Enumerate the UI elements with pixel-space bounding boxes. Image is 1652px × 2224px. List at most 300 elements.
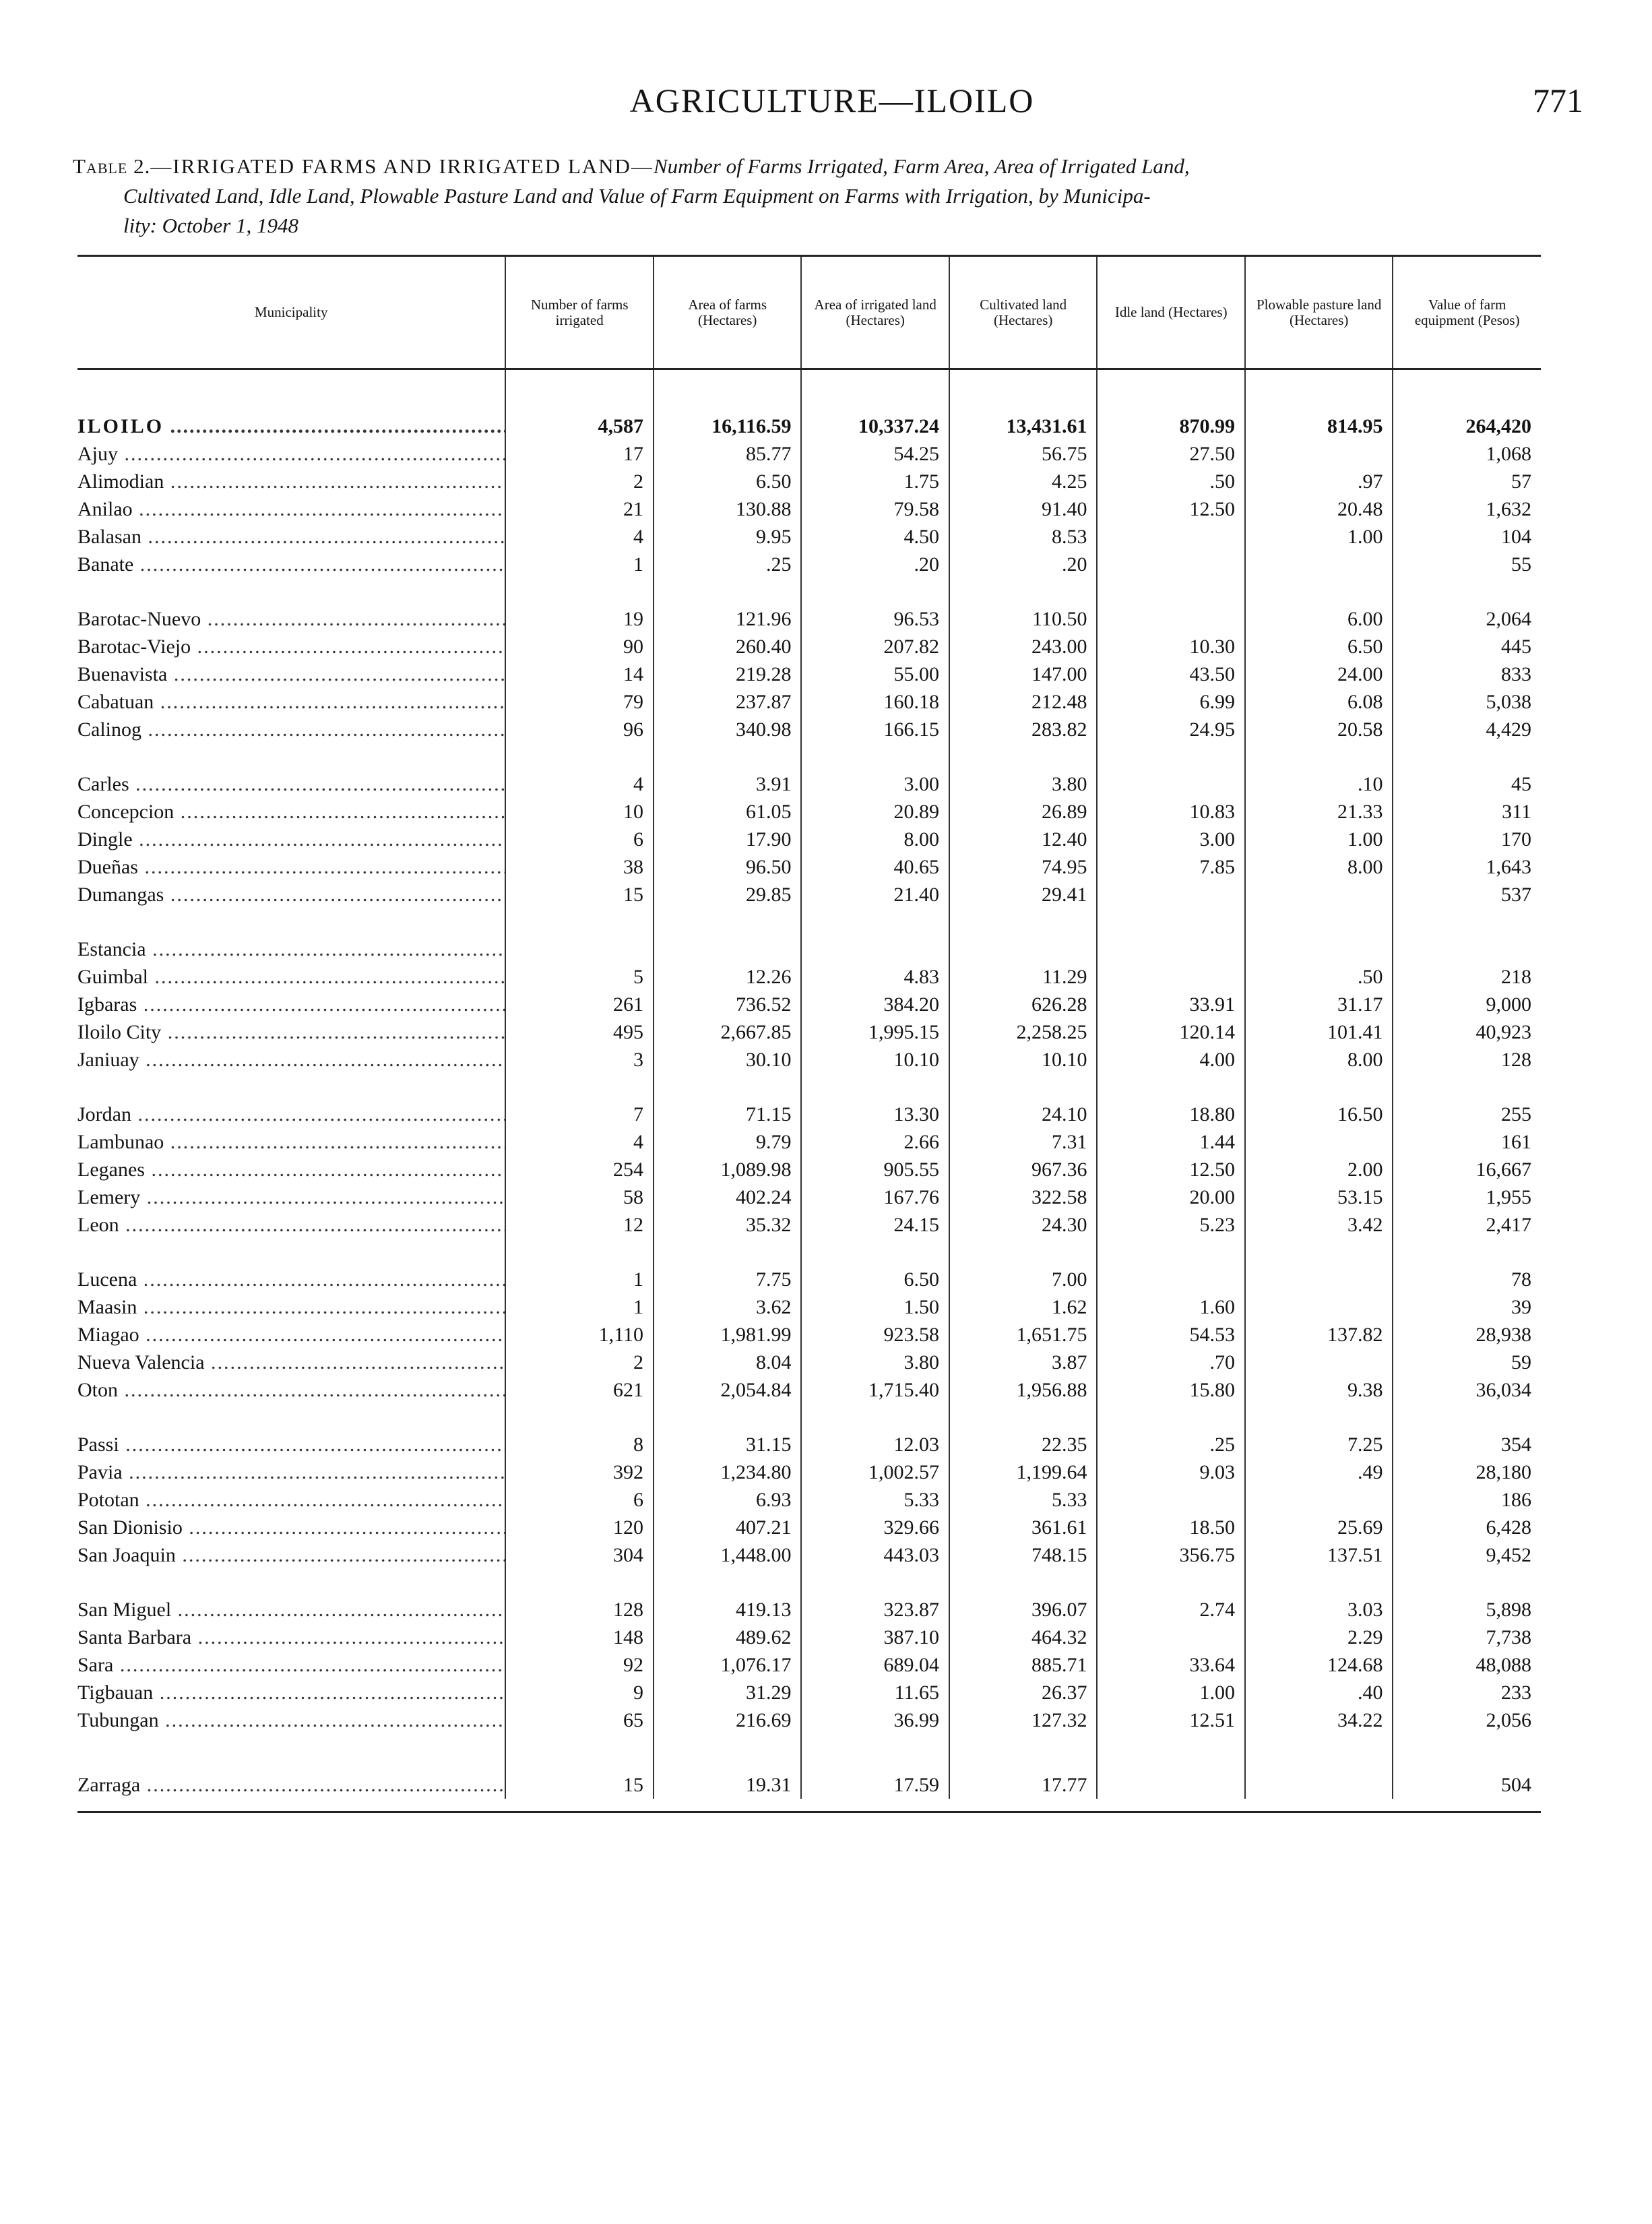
- value-cell: 22.35: [949, 1431, 1098, 1458]
- value-cell: 870.99: [1097, 369, 1245, 441]
- value-cell: 79.58: [801, 495, 949, 523]
- value-cell: 17.90: [654, 826, 802, 853]
- value-cell: 323.87: [801, 1596, 949, 1624]
- value-cell: .10: [1245, 770, 1393, 798]
- municipality-cell: Pavia .....: [77, 1458, 505, 1486]
- value-cell: 340.98: [654, 716, 802, 743]
- municipality-cell: Jordan .....: [77, 1101, 505, 1128]
- table-row: [77, 935, 1541, 963]
- value-cell: [1245, 440, 1393, 468]
- value-cell: 392: [505, 1458, 654, 1486]
- value-cell: 17.77: [949, 1761, 1098, 1799]
- value-cell: 1,076.17: [654, 1651, 802, 1679]
- value-cell: 464.32: [949, 1624, 1098, 1651]
- municipality-cell: Dumangas .....: [77, 881, 505, 908]
- value-cell: 233: [1393, 1679, 1541, 1706]
- value-cell: 137.51: [1245, 1541, 1393, 1569]
- value-cell: 7: [505, 1101, 654, 1128]
- value-cell: 137.82: [1245, 1321, 1393, 1349]
- value-cell: 90: [505, 633, 654, 660]
- table-row: [77, 1046, 1541, 1074]
- value-cell: 15: [505, 1761, 654, 1799]
- municipality-cell: Balasan .....: [77, 523, 505, 551]
- value-cell: 9.79: [654, 1128, 802, 1156]
- table-row: [77, 633, 1541, 660]
- value-cell: 59: [1393, 1349, 1541, 1376]
- value-cell: 905.55: [801, 1156, 949, 1183]
- table-row: [77, 660, 1541, 688]
- table-row: [77, 605, 1541, 633]
- value-cell: 384.20: [801, 991, 949, 1018]
- municipality-cell: Buenavista .....: [77, 660, 505, 688]
- municipality-cell: Pototan .....: [77, 1486, 505, 1514]
- municipality-cell: Dueñas .....: [77, 853, 505, 881]
- value-cell: 10.83: [1097, 798, 1245, 826]
- value-cell: 8: [505, 1431, 654, 1458]
- table-row: [77, 1706, 1541, 1734]
- value-cell: 2,056: [1393, 1706, 1541, 1734]
- municipality-cell: Leganes .....: [77, 1156, 505, 1183]
- value-cell: [1097, 935, 1245, 963]
- value-cell: 24.10: [949, 1101, 1098, 1128]
- value-cell: 1.62: [949, 1293, 1098, 1321]
- value-cell: 28,938: [1393, 1321, 1541, 1349]
- value-cell: [1097, 881, 1245, 908]
- value-cell: 5.33: [801, 1486, 949, 1514]
- value-cell: 15.80: [1097, 1376, 1245, 1404]
- value-cell: [1097, 523, 1245, 551]
- table-header-row: [77, 256, 1541, 369]
- value-cell: 8.00: [1245, 1046, 1393, 1074]
- value-cell: [1097, 1624, 1245, 1651]
- value-cell: [1097, 1266, 1245, 1293]
- value-cell: 24.15: [801, 1211, 949, 1239]
- value-cell: 124.68: [1245, 1651, 1393, 1679]
- value-cell: 56.75: [949, 440, 1098, 468]
- value-cell: 4.83: [801, 963, 949, 991]
- value-cell: [1245, 1293, 1393, 1321]
- value-cell: 1,002.57: [801, 1458, 949, 1486]
- table-row: [77, 1458, 1541, 1486]
- value-cell: 170: [1393, 826, 1541, 853]
- value-cell: 5: [505, 963, 654, 991]
- group-spacer: [77, 1239, 1541, 1266]
- municipality-cell: Igbaras .....: [77, 991, 505, 1018]
- table-row: [77, 468, 1541, 495]
- value-cell: 147.00: [949, 660, 1098, 688]
- value-cell: 9.38: [1245, 1376, 1393, 1404]
- value-cell: .20: [801, 551, 949, 578]
- value-cell: 2,258.25: [949, 1018, 1098, 1046]
- group-spacer: [77, 1569, 1541, 1596]
- value-cell: 40,923: [1393, 1018, 1541, 1046]
- value-cell: 1.00: [1245, 523, 1393, 551]
- municipality-cell: Carles .....: [77, 770, 505, 798]
- value-cell: 31.17: [1245, 991, 1393, 1018]
- value-cell: 24.95: [1097, 716, 1245, 743]
- value-cell: 1,110: [505, 1321, 654, 1349]
- value-cell: 254: [505, 1156, 654, 1183]
- value-cell: 923.58: [801, 1321, 949, 1349]
- value-cell: 9,452: [1393, 1541, 1541, 1569]
- value-cell: 396.07: [949, 1596, 1098, 1624]
- value-cell: 10.10: [801, 1046, 949, 1074]
- value-cell: 212.48: [949, 688, 1098, 716]
- value-cell: 104: [1393, 523, 1541, 551]
- value-cell: 5,038: [1393, 688, 1541, 716]
- value-cell: 9: [505, 1679, 654, 1706]
- value-cell: 6.93: [654, 1486, 802, 1514]
- value-cell: 58: [505, 1183, 654, 1211]
- value-cell: 36,034: [1393, 1376, 1541, 1404]
- value-cell: 387.10: [801, 1624, 949, 1651]
- value-cell: 17: [505, 440, 654, 468]
- value-cell: 1,199.64: [949, 1458, 1098, 1486]
- value-cell: 120: [505, 1514, 654, 1541]
- value-cell: 2.66: [801, 1128, 949, 1156]
- municipality-cell: Calinog .....: [77, 716, 505, 743]
- column-header: Municipality: [77, 256, 505, 369]
- value-cell: 101.41: [1245, 1018, 1393, 1046]
- column-header: Number of farms irrigated: [505, 256, 654, 369]
- value-cell: 85.77: [654, 440, 802, 468]
- value-cell: .50: [1097, 468, 1245, 495]
- value-cell: 1,234.80: [654, 1458, 802, 1486]
- value-cell: 148: [505, 1624, 654, 1651]
- value-cell: 407.21: [654, 1514, 802, 1541]
- value-cell: 36.99: [801, 1706, 949, 1734]
- value-cell: 19.31: [654, 1761, 802, 1799]
- value-cell: 17.59: [801, 1761, 949, 1799]
- table-row: [77, 523, 1541, 551]
- value-cell: [1245, 1266, 1393, 1293]
- table-row: [77, 1156, 1541, 1183]
- table-row: [77, 853, 1541, 881]
- value-cell: 20.00: [1097, 1183, 1245, 1211]
- value-cell: 3.80: [801, 1349, 949, 1376]
- value-cell: 57: [1393, 468, 1541, 495]
- value-cell: 128: [1393, 1046, 1541, 1074]
- value-cell: 8.00: [1245, 853, 1393, 881]
- value-cell: 25.69: [1245, 1514, 1393, 1541]
- value-cell: 445: [1393, 633, 1541, 660]
- value-cell: .70: [1097, 1349, 1245, 1376]
- value-cell: 2: [505, 468, 654, 495]
- value-cell: 12.51: [1097, 1706, 1245, 1734]
- table-row: [77, 1651, 1541, 1679]
- table-row: [77, 1266, 1541, 1293]
- value-cell: 311: [1393, 798, 1541, 826]
- group-spacer: [77, 578, 1541, 605]
- municipality-cell: Lucena .....: [77, 1266, 505, 1293]
- value-cell: 21.33: [1245, 798, 1393, 826]
- value-cell: 1,955: [1393, 1183, 1541, 1211]
- column-header: Idle land (Hectares): [1097, 256, 1245, 369]
- value-cell: 26.37: [949, 1679, 1098, 1706]
- value-cell: 3.87: [949, 1349, 1098, 1376]
- value-cell: 3.00: [801, 770, 949, 798]
- value-cell: 61.05: [654, 798, 802, 826]
- municipality-cell: Leon .....: [77, 1211, 505, 1239]
- value-cell: 1,632: [1393, 495, 1541, 523]
- value-cell: 322.58: [949, 1183, 1098, 1211]
- value-cell: 1.44: [1097, 1128, 1245, 1156]
- value-cell: 110.50: [949, 605, 1098, 633]
- value-cell: 419.13: [654, 1596, 802, 1624]
- value-cell: .40: [1245, 1679, 1393, 1706]
- value-cell: 11.29: [949, 963, 1098, 991]
- table-row: [77, 1514, 1541, 1541]
- value-cell: 304: [505, 1541, 654, 1569]
- value-cell: 13,431.61: [949, 369, 1098, 441]
- value-cell: 18.80: [1097, 1101, 1245, 1128]
- table-row: [77, 716, 1541, 743]
- value-cell: 1,643: [1393, 853, 1541, 881]
- table-label: Table 2.: [73, 154, 151, 178]
- column-header: Area of irrigated land (Hectares): [801, 256, 949, 369]
- value-cell: 5.33: [949, 1486, 1098, 1514]
- value-cell: 21: [505, 495, 654, 523]
- table-row: [77, 963, 1541, 991]
- municipality-cell: Santa Barbara .....: [77, 1624, 505, 1651]
- group-spacer: [77, 1074, 1541, 1101]
- value-cell: 12.40: [949, 826, 1098, 853]
- value-cell: 7.00: [949, 1266, 1098, 1293]
- value-cell: 264,420: [1393, 369, 1541, 441]
- value-cell: [1097, 551, 1245, 578]
- table-body: [77, 369, 1541, 1799]
- value-cell: 30.10: [654, 1046, 802, 1074]
- value-cell: 736.52: [654, 991, 802, 1018]
- table-row: [77, 1321, 1541, 1349]
- municipality-cell: Dingle .....: [77, 826, 505, 853]
- value-cell: 65: [505, 1706, 654, 1734]
- value-cell: 1,089.98: [654, 1156, 802, 1183]
- value-cell: 261: [505, 991, 654, 1018]
- table-row: [77, 1486, 1541, 1514]
- value-cell: 13.30: [801, 1101, 949, 1128]
- table-heading: —IRRIGATED FARMS AND IRRIGATED LAND—: [150, 154, 654, 178]
- value-cell: [949, 935, 1098, 963]
- table-row: [77, 1293, 1541, 1321]
- table-caption: [73, 152, 1555, 241]
- value-cell: 186: [1393, 1486, 1541, 1514]
- value-cell: 329.66: [801, 1514, 949, 1541]
- value-cell: 3.42: [1245, 1211, 1393, 1239]
- municipality-cell: Barotac-Nuevo .....: [77, 605, 505, 633]
- value-cell: 495: [505, 1018, 654, 1046]
- value-cell: 10.10: [949, 1046, 1098, 1074]
- value-cell: [1097, 605, 1245, 633]
- value-cell: 218: [1393, 963, 1541, 991]
- value-cell: 260.40: [654, 633, 802, 660]
- column-header: Value of farm equipment (Pesos): [1393, 256, 1541, 369]
- value-cell: 92: [505, 1651, 654, 1679]
- column-header: Cultivated land (Hectares): [949, 256, 1098, 369]
- value-cell: [1097, 963, 1245, 991]
- value-cell: 1.00: [1097, 1679, 1245, 1706]
- value-cell: 79: [505, 688, 654, 716]
- value-cell: 1.50: [801, 1293, 949, 1321]
- value-cell: 354: [1393, 1431, 1541, 1458]
- value-cell: 5.23: [1097, 1211, 1245, 1239]
- value-cell: 2,667.85: [654, 1018, 802, 1046]
- value-cell: [1245, 1486, 1393, 1514]
- value-cell: 128: [505, 1596, 654, 1624]
- municipality-cell: Oton .....: [77, 1376, 505, 1404]
- municipality-cell: Alimodian .....: [77, 468, 505, 495]
- table-subheading-cont: Cultivated Land, Idle Land, Plowable Pasture Land and Value of Farm Equipment on Farms with Irrigation, by Municipa-: [123, 184, 1151, 208]
- column-header: Plowable pasture land (Hectares): [1245, 256, 1393, 369]
- value-cell: 2: [505, 1349, 654, 1376]
- value-cell: 53.15: [1245, 1183, 1393, 1211]
- value-cell: 967.36: [949, 1156, 1098, 1183]
- value-cell: 130.88: [654, 495, 802, 523]
- value-cell: 4,429: [1393, 716, 1541, 743]
- table-row: [77, 770, 1541, 798]
- value-cell: .25: [654, 551, 802, 578]
- value-cell: [1245, 881, 1393, 908]
- table-row: [77, 1211, 1541, 1239]
- page-header: [81, 81, 1583, 128]
- group-spacer: [77, 908, 1541, 935]
- table-row: [77, 1431, 1541, 1458]
- value-cell: [1097, 1486, 1245, 1514]
- table-row: [77, 551, 1541, 578]
- value-cell: 1,651.75: [949, 1321, 1098, 1349]
- value-cell: 40.65: [801, 853, 949, 881]
- value-cell: 35.32: [654, 1211, 802, 1239]
- value-cell: 9,000: [1393, 991, 1541, 1018]
- value-cell: 5,898: [1393, 1596, 1541, 1624]
- municipality-cell: Tubungan .....: [77, 1706, 505, 1734]
- value-cell: 29.41: [949, 881, 1098, 908]
- value-cell: 283.82: [949, 716, 1098, 743]
- municipality-cell: Maasin .....: [77, 1293, 505, 1321]
- irrigated-farms-table: [77, 255, 1541, 1799]
- value-cell: 1: [505, 551, 654, 578]
- value-cell: 4.00: [1097, 1046, 1245, 1074]
- value-cell: 6.50: [1245, 633, 1393, 660]
- value-cell: 12.50: [1097, 495, 1245, 523]
- value-cell: 28,180: [1393, 1458, 1541, 1486]
- value-cell: [1245, 935, 1393, 963]
- value-cell: 160.18: [801, 688, 949, 716]
- value-cell: 39: [1393, 1293, 1541, 1321]
- table-row: [77, 826, 1541, 853]
- value-cell: [1097, 1761, 1245, 1799]
- value-cell: 689.04: [801, 1651, 949, 1679]
- value-cell: .97: [1245, 468, 1393, 495]
- value-cell: 15: [505, 881, 654, 908]
- value-cell: 55.00: [801, 660, 949, 688]
- value-cell: 54.25: [801, 440, 949, 468]
- value-cell: 1,448.00: [654, 1541, 802, 1569]
- municipality-cell: San Miguel .....: [77, 1596, 505, 1624]
- municipality-cell: San Dionisio .....: [77, 1514, 505, 1541]
- municipality-cell: Passi .....: [77, 1431, 505, 1458]
- value-cell: 2,417: [1393, 1211, 1541, 1239]
- value-cell: 43.50: [1097, 660, 1245, 688]
- value-cell: 10: [505, 798, 654, 826]
- table-row: [77, 1761, 1541, 1799]
- value-cell: 814.95: [1245, 369, 1393, 441]
- value-cell: 207.82: [801, 633, 949, 660]
- value-cell: 8.53: [949, 523, 1098, 551]
- table-date: lity: October 1, 1948: [123, 214, 299, 237]
- value-cell: 10.30: [1097, 633, 1245, 660]
- value-cell: 166.15: [801, 716, 949, 743]
- table-row: [77, 440, 1541, 468]
- value-cell: 20.58: [1245, 716, 1393, 743]
- value-cell: 161: [1393, 1128, 1541, 1156]
- value-cell: 1,068: [1393, 440, 1541, 468]
- value-cell: 19: [505, 605, 654, 633]
- value-cell: 219.28: [654, 660, 802, 688]
- table-row: [77, 1541, 1541, 1569]
- value-cell: 16,667: [1393, 1156, 1541, 1183]
- municipality-cell: Tigbauan .....: [77, 1679, 505, 1706]
- value-cell: 3.91: [654, 770, 802, 798]
- value-cell: 6.08: [1245, 688, 1393, 716]
- municipality-cell: Cabatuan .....: [77, 688, 505, 716]
- value-cell: 6.50: [801, 1266, 949, 1293]
- value-cell: 31.15: [654, 1431, 802, 1458]
- value-cell: 78: [1393, 1266, 1541, 1293]
- table-row: [77, 1183, 1541, 1211]
- value-cell: 833: [1393, 660, 1541, 688]
- value-cell: 1: [505, 1293, 654, 1321]
- value-cell: 626.28: [949, 991, 1098, 1018]
- municipality-cell: Janiuay .....: [77, 1046, 505, 1074]
- table-subheading: Number of Farms Irrigated, Farm Area, Area of Irrigated Land,: [653, 154, 1190, 178]
- value-cell: 29.85: [654, 881, 802, 908]
- value-cell: 402.24: [654, 1183, 802, 1211]
- value-cell: 1,995.15: [801, 1018, 949, 1046]
- value-cell: .25: [1097, 1431, 1245, 1458]
- value-cell: 24.30: [949, 1211, 1098, 1239]
- table-row: [77, 881, 1541, 908]
- group-spacer: [77, 1734, 1541, 1761]
- value-cell: [801, 935, 949, 963]
- value-cell: 4.25: [949, 468, 1098, 495]
- value-cell: 120.14: [1097, 1018, 1245, 1046]
- value-cell: 1.00: [1245, 826, 1393, 853]
- value-cell: 31.29: [654, 1679, 802, 1706]
- value-cell: [505, 935, 654, 963]
- value-cell: 21.40: [801, 881, 949, 908]
- table-row: [77, 1349, 1541, 1376]
- value-cell: 48,088: [1393, 1651, 1541, 1679]
- value-cell: 7.75: [654, 1266, 802, 1293]
- value-cell: .50: [1245, 963, 1393, 991]
- value-cell: 2,064: [1393, 605, 1541, 633]
- value-cell: 361.61: [949, 1514, 1098, 1541]
- value-cell: 1,956.88: [949, 1376, 1098, 1404]
- municipality-cell: Anilao .....: [77, 495, 505, 523]
- value-cell: 6.50: [654, 468, 802, 495]
- municipality-cell: Miagao .....: [77, 1321, 505, 1349]
- group-spacer: [77, 743, 1541, 770]
- value-cell: 2.00: [1245, 1156, 1393, 1183]
- value-cell: [654, 935, 802, 963]
- value-cell: 1,981.99: [654, 1321, 802, 1349]
- municipality-cell: Iloilo City .....: [77, 1018, 505, 1046]
- value-cell: 216.69: [654, 1706, 802, 1734]
- value-cell: 7.31: [949, 1128, 1098, 1156]
- value-cell: 74.95: [949, 853, 1098, 881]
- value-cell: 3.03: [1245, 1596, 1393, 1624]
